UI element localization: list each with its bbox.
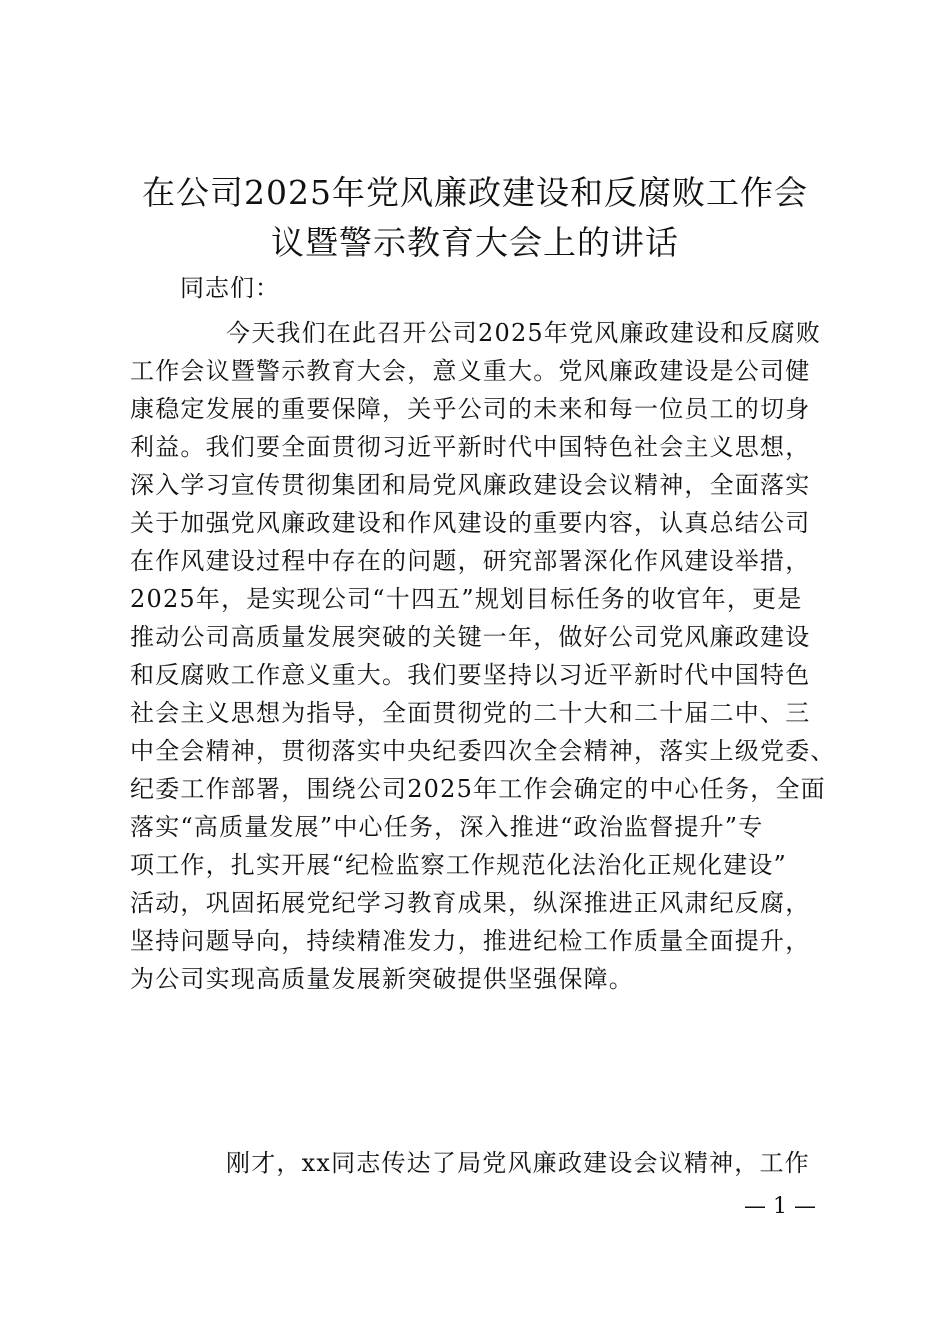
paragraph-line: 活动，巩固拓展党纪学习教育成果，纵深推进正风肃纪反腐，: [130, 889, 811, 917]
paragraph-line: 项工作，扎实开展“纪检监察工作规范化法治化正规化建设”: [130, 851, 787, 879]
paragraph-line: 中全会精神，贯彻落实中央纪委四次全会精神，落实上级党委、: [130, 737, 836, 765]
paragraph-line: 为公司实现高质量发展新突破提供坚强保障。: [130, 965, 634, 993]
title-line-1: 在公司2025年党风廉政建设和反腐败工作会: [142, 173, 808, 212]
title-line-2: 议暨警示教育大会上的讲话: [271, 223, 679, 262]
paragraph-1: [130, 314, 836, 998]
paragraph-line: 康稳定发展的重要保障，关乎公司的未来和每一位员工的切身: [130, 395, 811, 423]
paragraph-line: 和反腐败工作意义重大。我们要坚持以习近平新时代中国特色: [130, 661, 811, 689]
paragraph-line: 社会主义思想为指导，全面贯彻党的二十大和二十届二中、三: [130, 699, 811, 727]
document-title: [100, 168, 850, 268]
page-number: — 1 —: [744, 1194, 816, 1219]
paragraph-2: [130, 1144, 830, 1182]
paragraph-line: 利益。我们要全面贯彻习近平新时代中国特色社会主义思想，: [130, 433, 811, 461]
paragraph-line: 工作会议暨警示教育大会，意义重大。党风廉政建设是公司健: [130, 357, 811, 385]
salutation: 同志们：: [180, 274, 280, 302]
paragraph-line: 深入学习宣传贯彻集团和局党风廉政建设会议精神，全面落实: [130, 471, 811, 499]
paragraph-line: 落实“高质量发展”中心任务，深入推进“政治监督提升”专: [130, 813, 764, 841]
paragraph-line: 今天我们在此召开公司2025年党风廉政建设和反腐败: [226, 319, 822, 347]
paragraph-line: 关于加强党风廉政建设和作风建设的重要内容，认真总结公司: [130, 509, 811, 537]
paragraph-line: 纪委工作部署，围绕公司2025年工作会确定的中心任务，全面: [130, 775, 826, 803]
paragraph-line: 坚持问题导向，持续精准发力，推进纪检工作质量全面提升，: [130, 927, 811, 955]
paragraph-line: 刚才，xx同志传达了局党风廉政建设会议精神，工作: [226, 1149, 810, 1177]
paragraph-line: 推动公司高质量发展突破的关键一年，做好公司党风廉政建设: [130, 623, 811, 651]
paragraph-line: 2025年，是实现公司“十四五”规划目标任务的收官年，更是: [130, 585, 803, 613]
paragraph-line: 在作风建设过程中存在的问题，研究部署深化作风建设举措，: [130, 547, 811, 575]
